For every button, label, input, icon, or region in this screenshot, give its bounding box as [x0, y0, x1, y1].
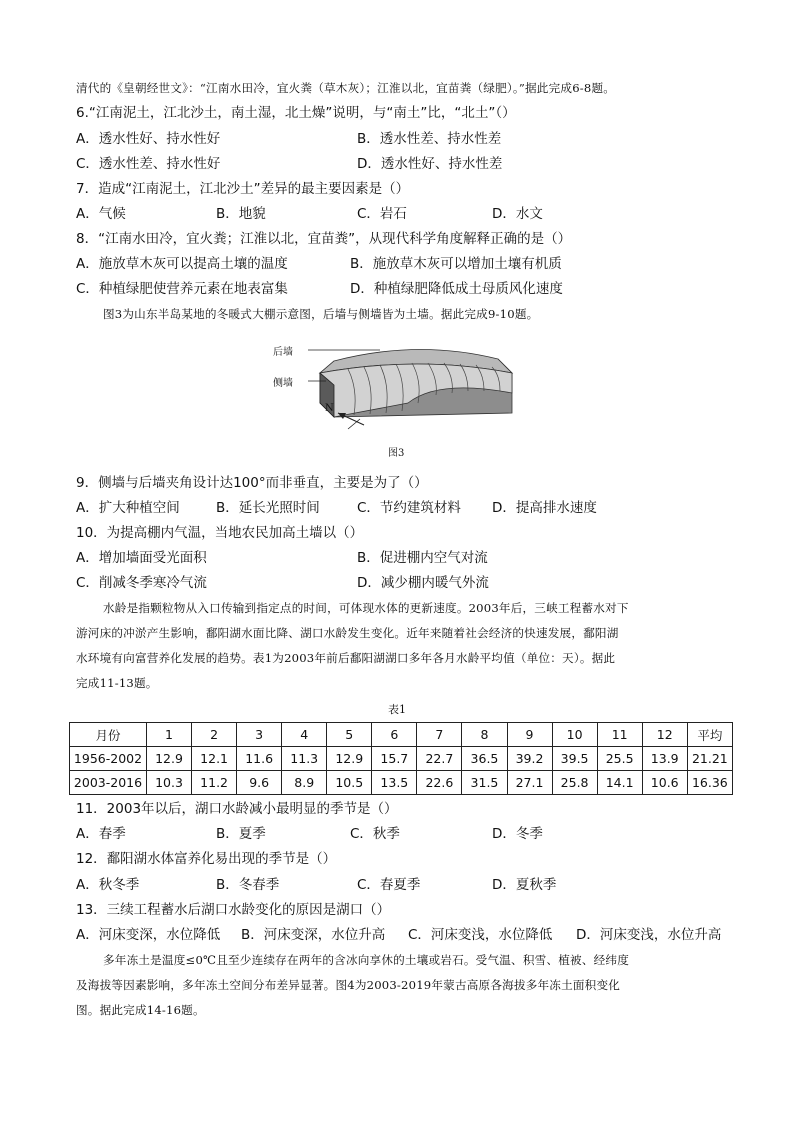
passage-intro-11-13-line-2: 游河床的冲淤产生影响，鄱阳湖水面比降、湖口水龄发生变化。近年来随着社会经济的快速发展，鄱阳湖 — [76, 626, 619, 640]
greenhouse-illustration — [268, 333, 520, 433]
table-header-cell: 8 — [462, 723, 507, 747]
table-header-cell: 3 — [237, 723, 282, 747]
table-header-row — [70, 723, 733, 747]
question-8-option-d[interactable]: D．种植绿肥降低成土母质风化速度 — [350, 281, 563, 297]
table-header-cell: 7 — [417, 723, 462, 747]
table-header-cell: 10 — [552, 723, 597, 747]
table-cell: 10.6 — [642, 771, 687, 795]
figure-3-greenhouse — [268, 333, 520, 433]
question-11-stem: 11．2003年以后，湖口水龄减小最明显的季节是（） — [76, 801, 398, 817]
question-8-option-a[interactable]: A．施放草木灰可以提高土壤的温度 — [76, 256, 288, 272]
table-1-water-age — [69, 722, 733, 795]
table-cell: 25.8 — [552, 771, 597, 795]
question-6-option-b[interactable]: B．透水性差、持水性差 — [357, 131, 502, 147]
table-header-cell: 4 — [282, 723, 327, 747]
passage-intro-11-13-line-4: 完成11-13题。 — [76, 676, 158, 690]
table-cell: 8.9 — [282, 771, 327, 795]
question-11-option-c[interactable]: C．秋季 — [350, 826, 400, 842]
passage-intro-14-16-line-2: 及海拔等因素影响，多年冻土空间分布差异显著。图4为2003-2019年蒙古高原各海拔多年冻土面积变化 — [76, 978, 621, 992]
question-12-option-c[interactable]: C．春夏季 — [357, 877, 421, 893]
table-cell: 10.5 — [327, 771, 372, 795]
question-7-option-d[interactable]: D．水文 — [492, 206, 543, 222]
question-9-option-d[interactable]: D．提高排水速度 — [492, 500, 597, 516]
question-6-stem: 6.“江南泥土，江北沙土，南土湿，北土燥”说明，与“南土”比，“北土”（） — [76, 105, 516, 121]
question-9-option-b[interactable]: B．延长光照时间 — [216, 500, 320, 516]
table-cell: 36.5 — [462, 747, 507, 771]
table-cell: 14.1 — [597, 771, 642, 795]
question-6-option-d[interactable]: D．透水性好、持水性差 — [357, 156, 503, 172]
table-cell: 1956-2002 — [70, 747, 147, 771]
question-7-option-a[interactable]: A．气候 — [76, 206, 126, 222]
table-header-cell: 2 — [192, 723, 237, 747]
table-cell: 11.3 — [282, 747, 327, 771]
table-cell: 39.5 — [552, 747, 597, 771]
question-8-stem: 8．“江南水田冷，宜火粪；江淮以北，宜苗粪”，从现代科学角度解释正确的是（） — [76, 231, 572, 247]
question-13-option-a[interactable]: A．河床变深，水位降低 — [76, 927, 221, 943]
question-7-option-b[interactable]: B．地貌 — [216, 206, 266, 222]
question-8-option-c[interactable]: C．种植绿肥使营养元素在地表富集 — [76, 281, 288, 297]
question-9-stem: 9．侧墙与后墙夹角设计达100°而非垂直，主要是为了（） — [76, 475, 428, 491]
table-cell: 9.6 — [237, 771, 282, 795]
label-back-wall: 后墙 — [273, 347, 293, 358]
question-10-option-a[interactable]: A．增加墙面受光面积 — [76, 550, 207, 566]
table-header-cell: 月份 — [70, 723, 147, 747]
table-header-cell: 5 — [327, 723, 372, 747]
question-12-option-a[interactable]: A．秋冬季 — [76, 877, 140, 893]
question-7-stem: 7．造成“江南泥土，江北沙土”差异的最主要因素是（） — [76, 181, 410, 197]
question-12-stem: 12．鄱阳湖水体富养化易出现的季节是（） — [76, 851, 337, 867]
question-11-option-a[interactable]: A．春季 — [76, 826, 126, 842]
question-11-option-d[interactable]: D．冬季 — [492, 826, 543, 842]
question-7-option-c[interactable]: C．岩石 — [357, 206, 407, 222]
question-10-option-d[interactable]: D．减少棚内暖气外流 — [357, 575, 489, 591]
table-cell: 22.7 — [417, 747, 462, 771]
question-13-option-b[interactable]: B．河床变深，水位升高 — [241, 927, 386, 943]
question-12-option-d[interactable]: D．夏秋季 — [492, 877, 557, 893]
table-cell: 11.6 — [237, 747, 282, 771]
passage-intro-14-16-line-3: 图。据此完成14-16题。 — [76, 1003, 205, 1017]
table-cell: 21.21 — [687, 747, 732, 771]
figure-3-caption: 图3 — [388, 448, 405, 459]
table-cell: 12.9 — [147, 747, 192, 771]
table-cell: 13.5 — [372, 771, 417, 795]
label-north: N — [325, 403, 334, 414]
question-13-option-d[interactable]: D．河床变浅，水位升高 — [576, 927, 722, 943]
question-13-stem: 13．三续工程蓄水后湖口水龄变化的原因是湖口（） — [76, 902, 391, 918]
table-cell: 39.2 — [507, 747, 552, 771]
table-cell: 25.5 — [597, 747, 642, 771]
table-cell: 12.1 — [192, 747, 237, 771]
question-9-option-a[interactable]: A．扩大种植空间 — [76, 500, 180, 516]
passage-intro-9-10: 图3为山东半岛某地的冬暖式大棚示意图，后墙与侧墙皆为土墙。据此完成9-10题。 — [103, 307, 539, 321]
table-1-caption: 表1 — [388, 703, 406, 716]
question-10-stem: 10．为提高棚内气温，当地农民加高土墙以（） — [76, 525, 364, 541]
table-cell: 27.1 — [507, 771, 552, 795]
table-cell: 13.9 — [642, 747, 687, 771]
passage-intro-11-13-line-3: 水环境有向富营养化发展的趋势。表1为2003年前后鄱阳湖湖口多年各月水龄平均值（单位：天）。据此 — [76, 651, 616, 665]
table-header-cell: 11 — [597, 723, 642, 747]
table-row — [70, 771, 733, 795]
label-side-wall: 侧墙 — [273, 378, 293, 389]
table-header-cell: 平均 — [687, 723, 732, 747]
table-cell: 15.7 — [372, 747, 417, 771]
table-cell: 31.5 — [462, 771, 507, 795]
passage-intro-14-16-line-1: 多年冻土是温度≤0℃且至少连续存在两年的含冰向享休的土壤或岩石。受气温、积雪、植被、经纬度 — [103, 953, 630, 967]
table-header-cell: 9 — [507, 723, 552, 747]
table-header-cell: 6 — [372, 723, 417, 747]
question-10-option-b[interactable]: B．促进棚内空气对流 — [357, 550, 488, 566]
table-cell: 16.36 — [687, 771, 732, 795]
table-cell: 11.2 — [192, 771, 237, 795]
question-6-option-c[interactable]: C．透水性差、持水性好 — [76, 156, 221, 172]
question-13-option-c[interactable]: C．河床变浅，水位降低 — [408, 927, 553, 943]
table-row — [70, 747, 733, 771]
passage-intro-11-13-line-1: 水龄是指颗粒物从入口传输到指定点的时间，可体现水体的更新速度。2003年后，三峡工程蓄水对下 — [103, 601, 629, 615]
table-header-cell: 12 — [642, 723, 687, 747]
table-cell: 22.6 — [417, 771, 462, 795]
table-header-cell: 1 — [147, 723, 192, 747]
table-cell: 2003-2016 — [70, 771, 147, 795]
table-cell: 10.3 — [147, 771, 192, 795]
question-6-option-a[interactable]: A．透水性好、持水性好 — [76, 131, 221, 147]
question-11-option-b[interactable]: B．夏季 — [216, 826, 266, 842]
question-10-option-c[interactable]: C．削减冬季寒冷气流 — [76, 575, 207, 591]
table-cell: 12.9 — [327, 747, 372, 771]
question-8-option-b[interactable]: B．施放草木灰可以增加土壤有机质 — [350, 256, 562, 272]
question-12-option-b[interactable]: B．冬春季 — [216, 877, 280, 893]
question-9-option-c[interactable]: C．节约建筑材料 — [357, 500, 461, 516]
passage-intro-6-8: 清代的《皇朝经世文》：“江南水田冷，宜火粪（草木灰）；江淮以北，宜苗粪（绿肥）。”据此完成6-8题。 — [76, 81, 616, 95]
